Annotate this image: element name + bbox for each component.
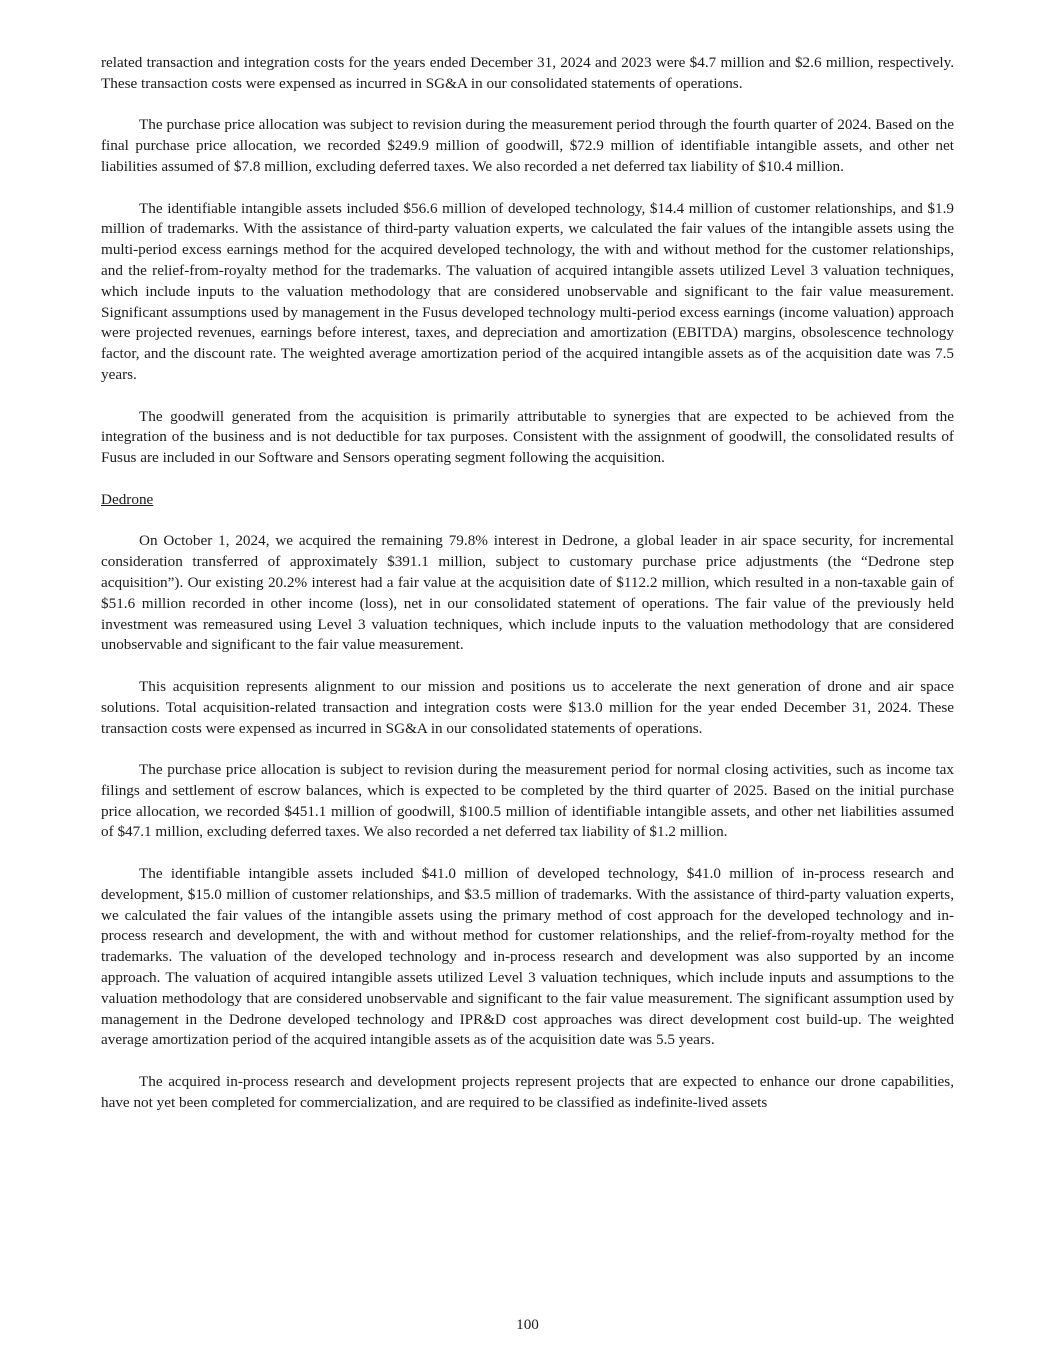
paragraph-dedrone-ipr-and-d: The acquired in-process research and development projects represent projects that are expected to enhance our drone capabilities, have not yet been completed for commercialization, and are required to be classified as indefinite-lived assets xyxy=(101,1073,954,1111)
paragraph-dedrone-acquisition: On October 1, 2024, we acquired the remaining 79.8% interest in Dedrone, a global leader in air space security, for incremental consideration transferred of approximately $391.1 million, subject to customary purchase price adjustments (the “Dedrone step acquisition”). Our existing 20.2% interest had a fair value at the acquisition date of $112.2 million, which resulted in a non-taxable gain of $51.6 million recorded in other income (loss), net in our consolidated statement of operations. The fair value of the previously held investment was remeasured using Level 3 valuation techniques, which include inputs to the valuation methodology that are considered unobservable and significant to the fair value measurement. xyxy=(101,532,954,654)
paragraph-fusus-purchase-price-allocation: The purchase price allocation was subject to revision during the measurement period through the fourth quarter of 2024. Based on the final purchase price allocation, we recorded $249.9 million of goodwill, $72.9 million of identifiable intangible assets, and other net liabilities assumed of $7.8 million, excluding deferred taxes. We also recorded a net deferred tax liability of $10.4 million. xyxy=(101,116,954,175)
page-number: 100 xyxy=(516,1316,539,1333)
paragraph-dedrone-intangible-assets: The identifiable intangible assets included $41.0 million of developed technology, $41.0 million of in-process research and development, $15.0 million of customer relationships, and $3.5 million of trademarks. With the assistance of third-party valuation experts, we calculated the fair values of the intangible assets using the primary method of cost approach for the developed technology and in-process research and development, the with and without method for customer relationships, and the relief-from-royalty method for the trademarks. The valuation of the developed technology and in-process research and development was also supported by an income approach. The valuation of acquired intangible assets utilized Level 3 valuation techniques, which include inputs and assumptions to the valuation methodology that are considered unobservable and significant to the fair value measurement. The significant assumption used by management in the Dedrone developed technology and IPR&D cost approaches was direct development cost build-up. The weighted average amortization period of the acquired intangible assets as of the acquisition date was 5.5 years. xyxy=(101,865,954,1049)
section-heading-dedrone: Dedrone xyxy=(101,490,154,508)
page-body xyxy=(101,53,954,1134)
paragraph-dedrone-rationale: This acquisition represents alignment to our mission and positions us to accelerate the next generation of drone and air space solutions. Total acquisition-related transaction and integration costs were $13.0 million for the year ended December 31, 2024. These transaction costs were expensed as incurred in SG&A in our consolidated statements of operations. xyxy=(101,677,954,737)
paragraph-fusus-intangible-assets: The identifiable intangible assets included $56.6 million of developed technology, $14.4 million of customer relationships, and $1.9 million of trademarks. With the assistance of third-party valuation experts, we calculated the fair values of the intangible assets using the multi-period excess earnings method for the acquired developed technology, the with and without method for the customer relationships, and the relief-from-royalty method for the trademarks. The valuation of acquired intangible assets utilized Level 3 valuation techniques, which include inputs to the valuation methodology that are considered unobservable and significant to the fair value measurement. Significant assumptions used by management in the Fusus developed technology multi-period excess earnings (income valuation) approach were projected revenues, earnings before interest, taxes, and depreciation and amortization (EBITDA) margins, obsolescence technology factor, and the discount rate. The weighted average amortization period of the acquired intangible assets as of the acquisition date was 7.5 years. xyxy=(101,199,954,383)
paragraph-dedrone-purchase-price-allocation: The purchase price allocation is subject to revision during the measurement period for normal closing activities, such as income tax filings and settlement of escrow balances, which is expected to be completed by the third quarter of 2025. Based on the initial purchase price allocation, we recorded $451.1 million of goodwill, $100.5 million of identifiable intangible assets, and other net liabilities assumed of $47.1 million, excluding deferred taxes. We also recorded a net deferred tax liability of $1.2 million. xyxy=(101,761,954,841)
paragraph-fusus-goodwill: The goodwill generated from the acquisition is primarily attributable to synergies that are expected to be achieved from the integration of the business and is not deductible for tax purposes. Consistent with the assignment of goodwill, the consolidated results of Fusus are included in our Software and Sensors operating segment following the acquisition. xyxy=(101,407,954,467)
paragraph-transaction-costs: related transaction and integration costs for the years ended December 31, 2024 and 2023 were $4.7 million and $2.6 million, respectively. These transaction costs were expensed as incurred in SG&A in our consolidated statements of operations. xyxy=(101,54,954,92)
